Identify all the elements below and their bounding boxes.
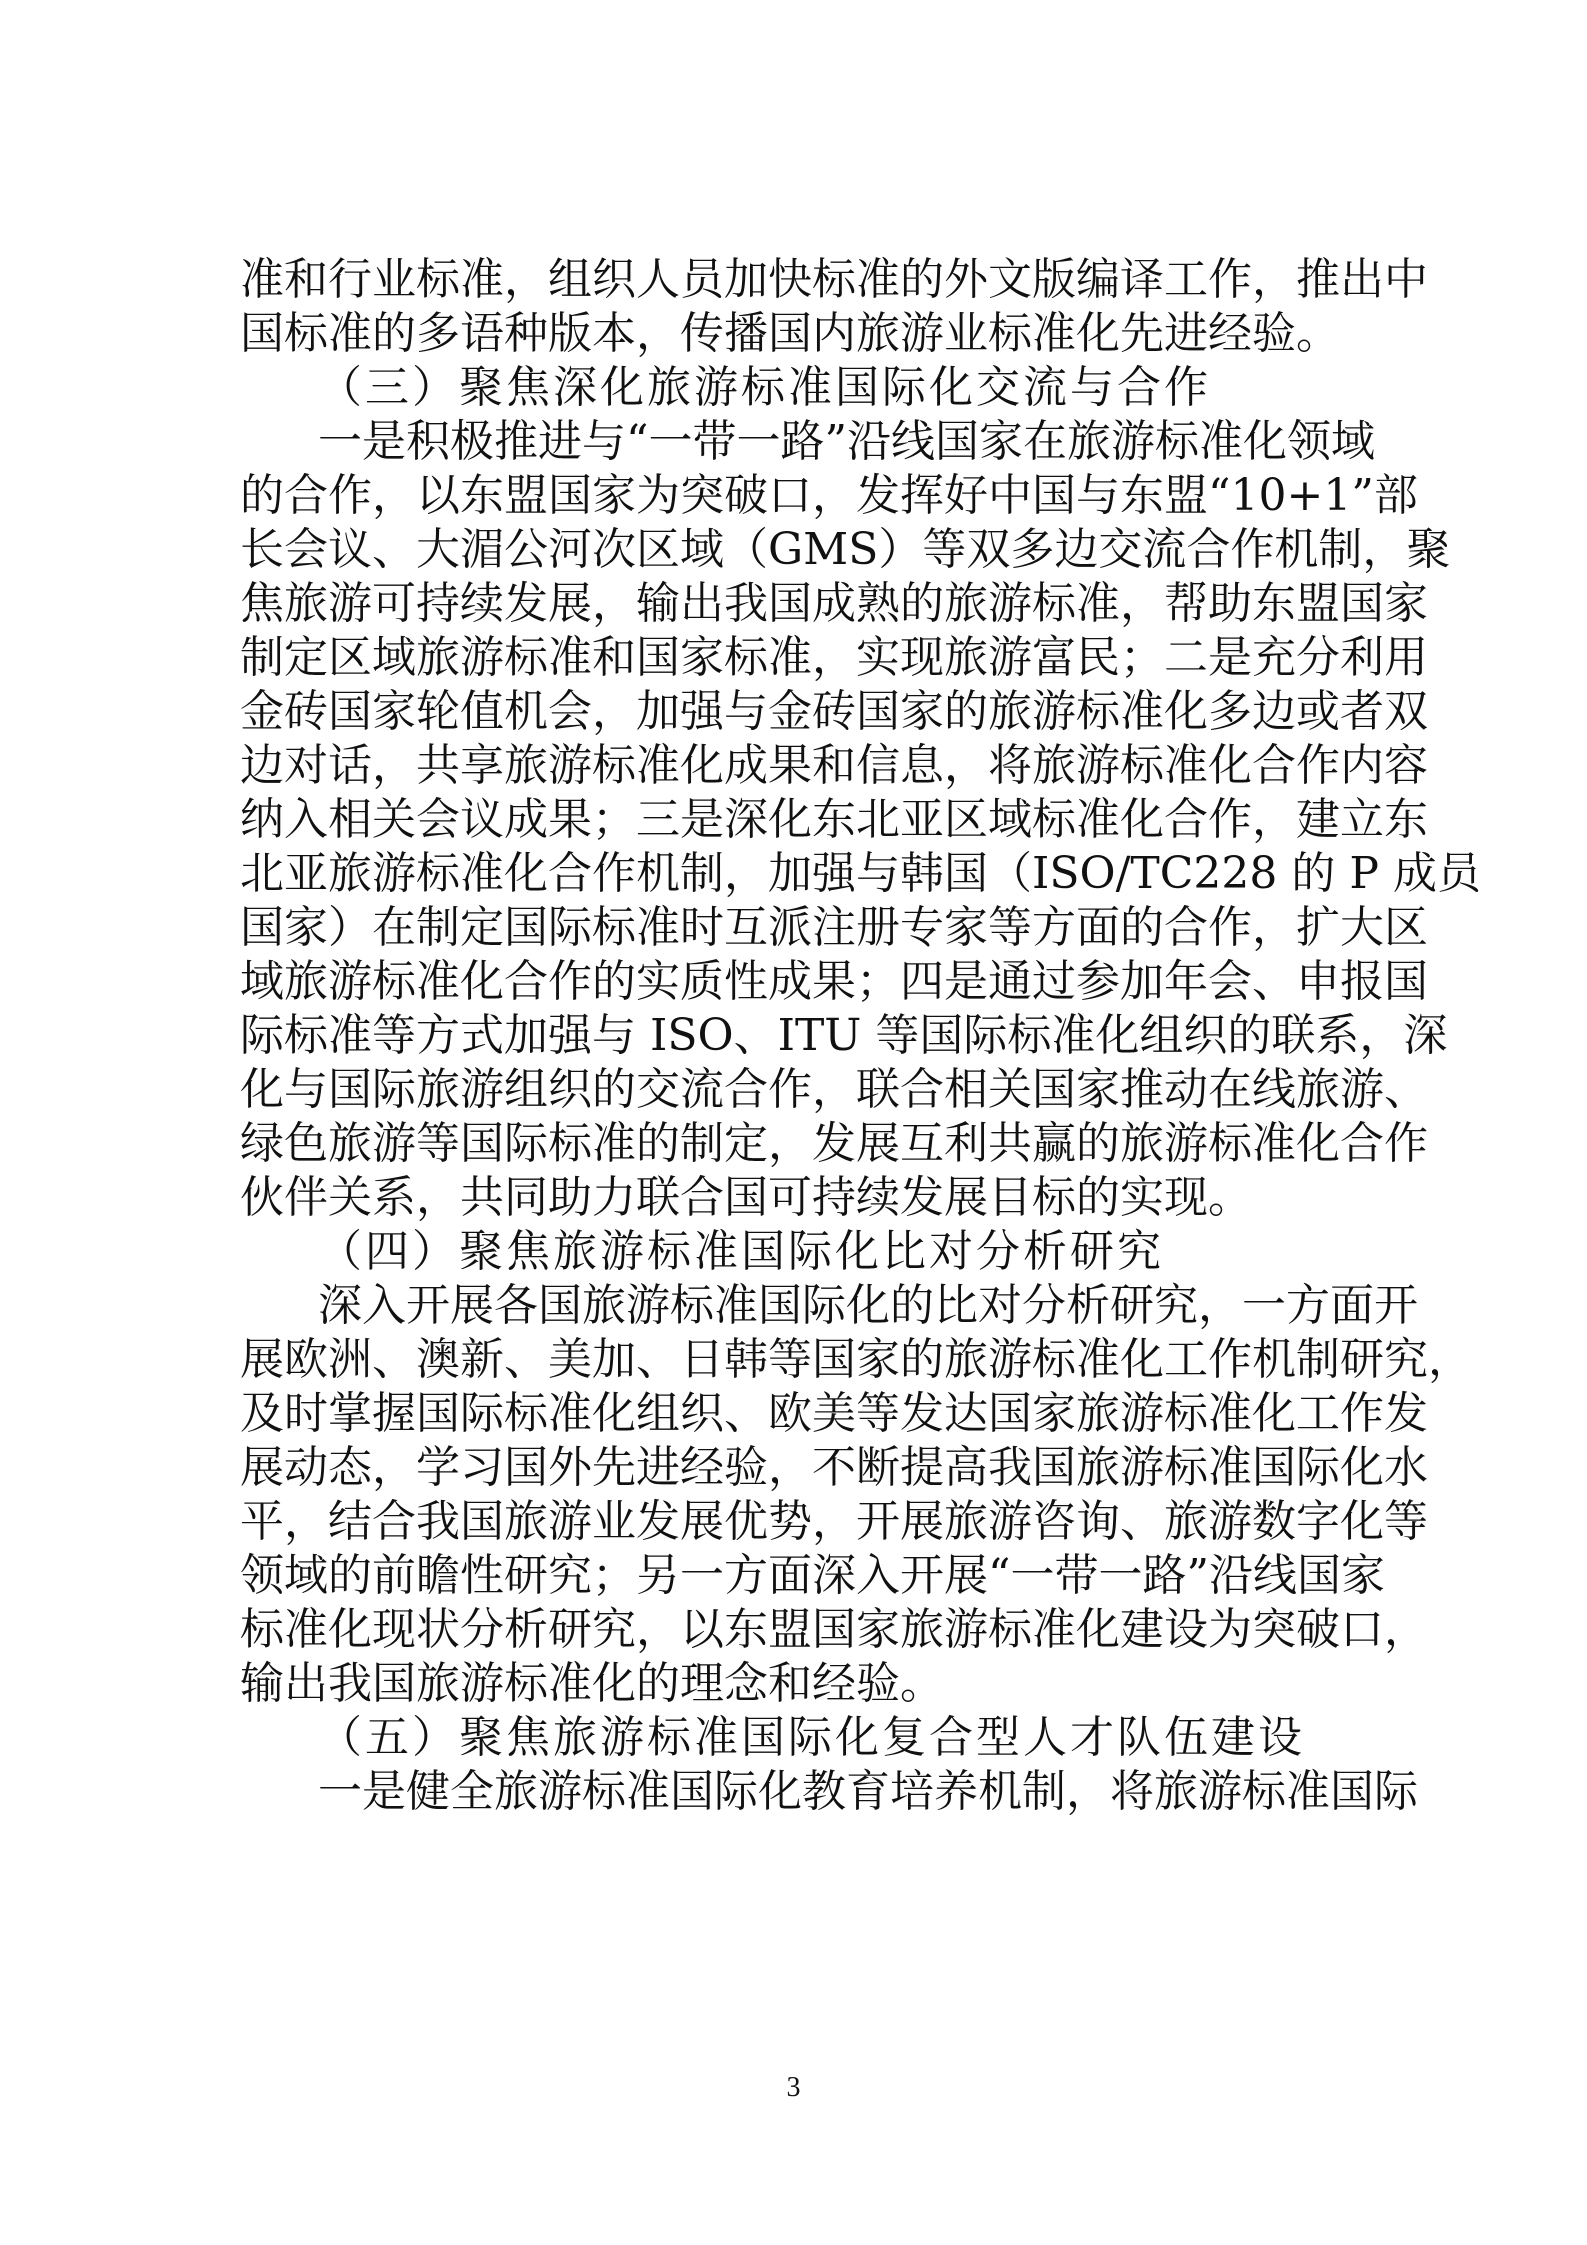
- body-text-line: 国标准的多语种版本，传播国内旅游业标准化先进经验。: [240, 308, 1340, 359]
- body-text-line: 纳入相关会议成果；三是深化东北亚区域标准化合作，建立东: [240, 794, 1428, 845]
- body-text-line: 长会议、大湄公河次区域（GMS）等双多边交流合作机制，聚: [240, 524, 1451, 575]
- body-text-line: 边对话，共享旅游标准化成果和信息，将旅游标准化合作内容: [240, 740, 1428, 791]
- body-text-line: 标准化现状分析研究，以东盟国家旅游标准化建设为突破口，: [240, 1604, 1428, 1655]
- section-heading-4: （四）聚焦旅游标准国际化比对分析研究: [318, 1226, 1164, 1277]
- body-text-line: 伙伴关系，共同助力联合国可持续发展目标的实现。: [240, 1172, 1252, 1223]
- body-text-line: 平，结合我国旅游业发展优势，开展旅游咨询、旅游数字化等: [240, 1496, 1428, 1547]
- body-text-line: 及时掌握国际标准化组织、欧美等发达国家旅游标准化工作发: [240, 1388, 1428, 1439]
- body-text-line: 一是健全旅游标准国际化教育培养机制，将旅游标准国际: [318, 1766, 1418, 1817]
- body-text-line: 深入开展各国旅游标准国际化的比对分析研究，一方面开: [318, 1280, 1418, 1331]
- body-text-line: 国家）在制定国际标准时互派注册专家等方面的合作，扩大区: [240, 902, 1428, 953]
- section-heading-5: （五）聚焦旅游标准国际化复合型人才队伍建设: [318, 1712, 1305, 1763]
- body-text-line: 展欧洲、澳新、美加、日韩等国家的旅游标准化工作机制研究，: [240, 1334, 1472, 1385]
- body-text-line: 准和行业标准，组织人员加快标准的外文版编译工作，推出中: [240, 254, 1428, 305]
- body-text-line: 焦旅游可持续发展，输出我国成熟的旅游标准，帮助东盟国家: [240, 578, 1428, 629]
- body-text-line: 展动态，学习国外先进经验，不断提高我国旅游标准国际化水: [240, 1442, 1428, 1493]
- body-text-line: 领域的前瞻性研究；另一方面深入开展“一带一路”沿线国家: [240, 1550, 1385, 1601]
- body-text-line: 域旅游标准化合作的实质性成果；四是通过参加年会、申报国: [240, 956, 1428, 1007]
- body-text-line: 绿色旅游等国际标准的制定，发展互利共赢的旅游标准化合作: [240, 1118, 1428, 1169]
- section-heading-3: （三）聚焦深化旅游标准国际化交流与合作: [318, 362, 1211, 413]
- body-text-line: 输出我国旅游标准化的理念和经验。: [240, 1658, 944, 1709]
- body-text-line: 制定区域旅游标准和国家标准，实现旅游富民；二是充分利用: [240, 632, 1428, 683]
- page-number: 3: [786, 2072, 801, 2103]
- body-text-line: 的合作，以东盟国家为突破口，发挥好中国与东盟“10+1”部: [240, 470, 1418, 521]
- body-text-line: 金砖国家轮值机会，加强与金砖国家的旅游标准化多边或者双: [240, 686, 1428, 737]
- body-text-line: 际标准等方式加强与 ISO、ITU 等国际标准化组织的联系，深: [240, 1010, 1448, 1061]
- body-text-line: 北亚旅游标准化合作机制，加强与韩国（ISO/TC228 的 P 成员: [240, 848, 1481, 899]
- body-text-line: 一是积极推进与“一带一路”沿线国家在旅游标准化领域: [318, 416, 1375, 467]
- body-text-line: 化与国际旅游组织的交流合作，联合相关国家推动在线旅游、: [240, 1064, 1428, 1115]
